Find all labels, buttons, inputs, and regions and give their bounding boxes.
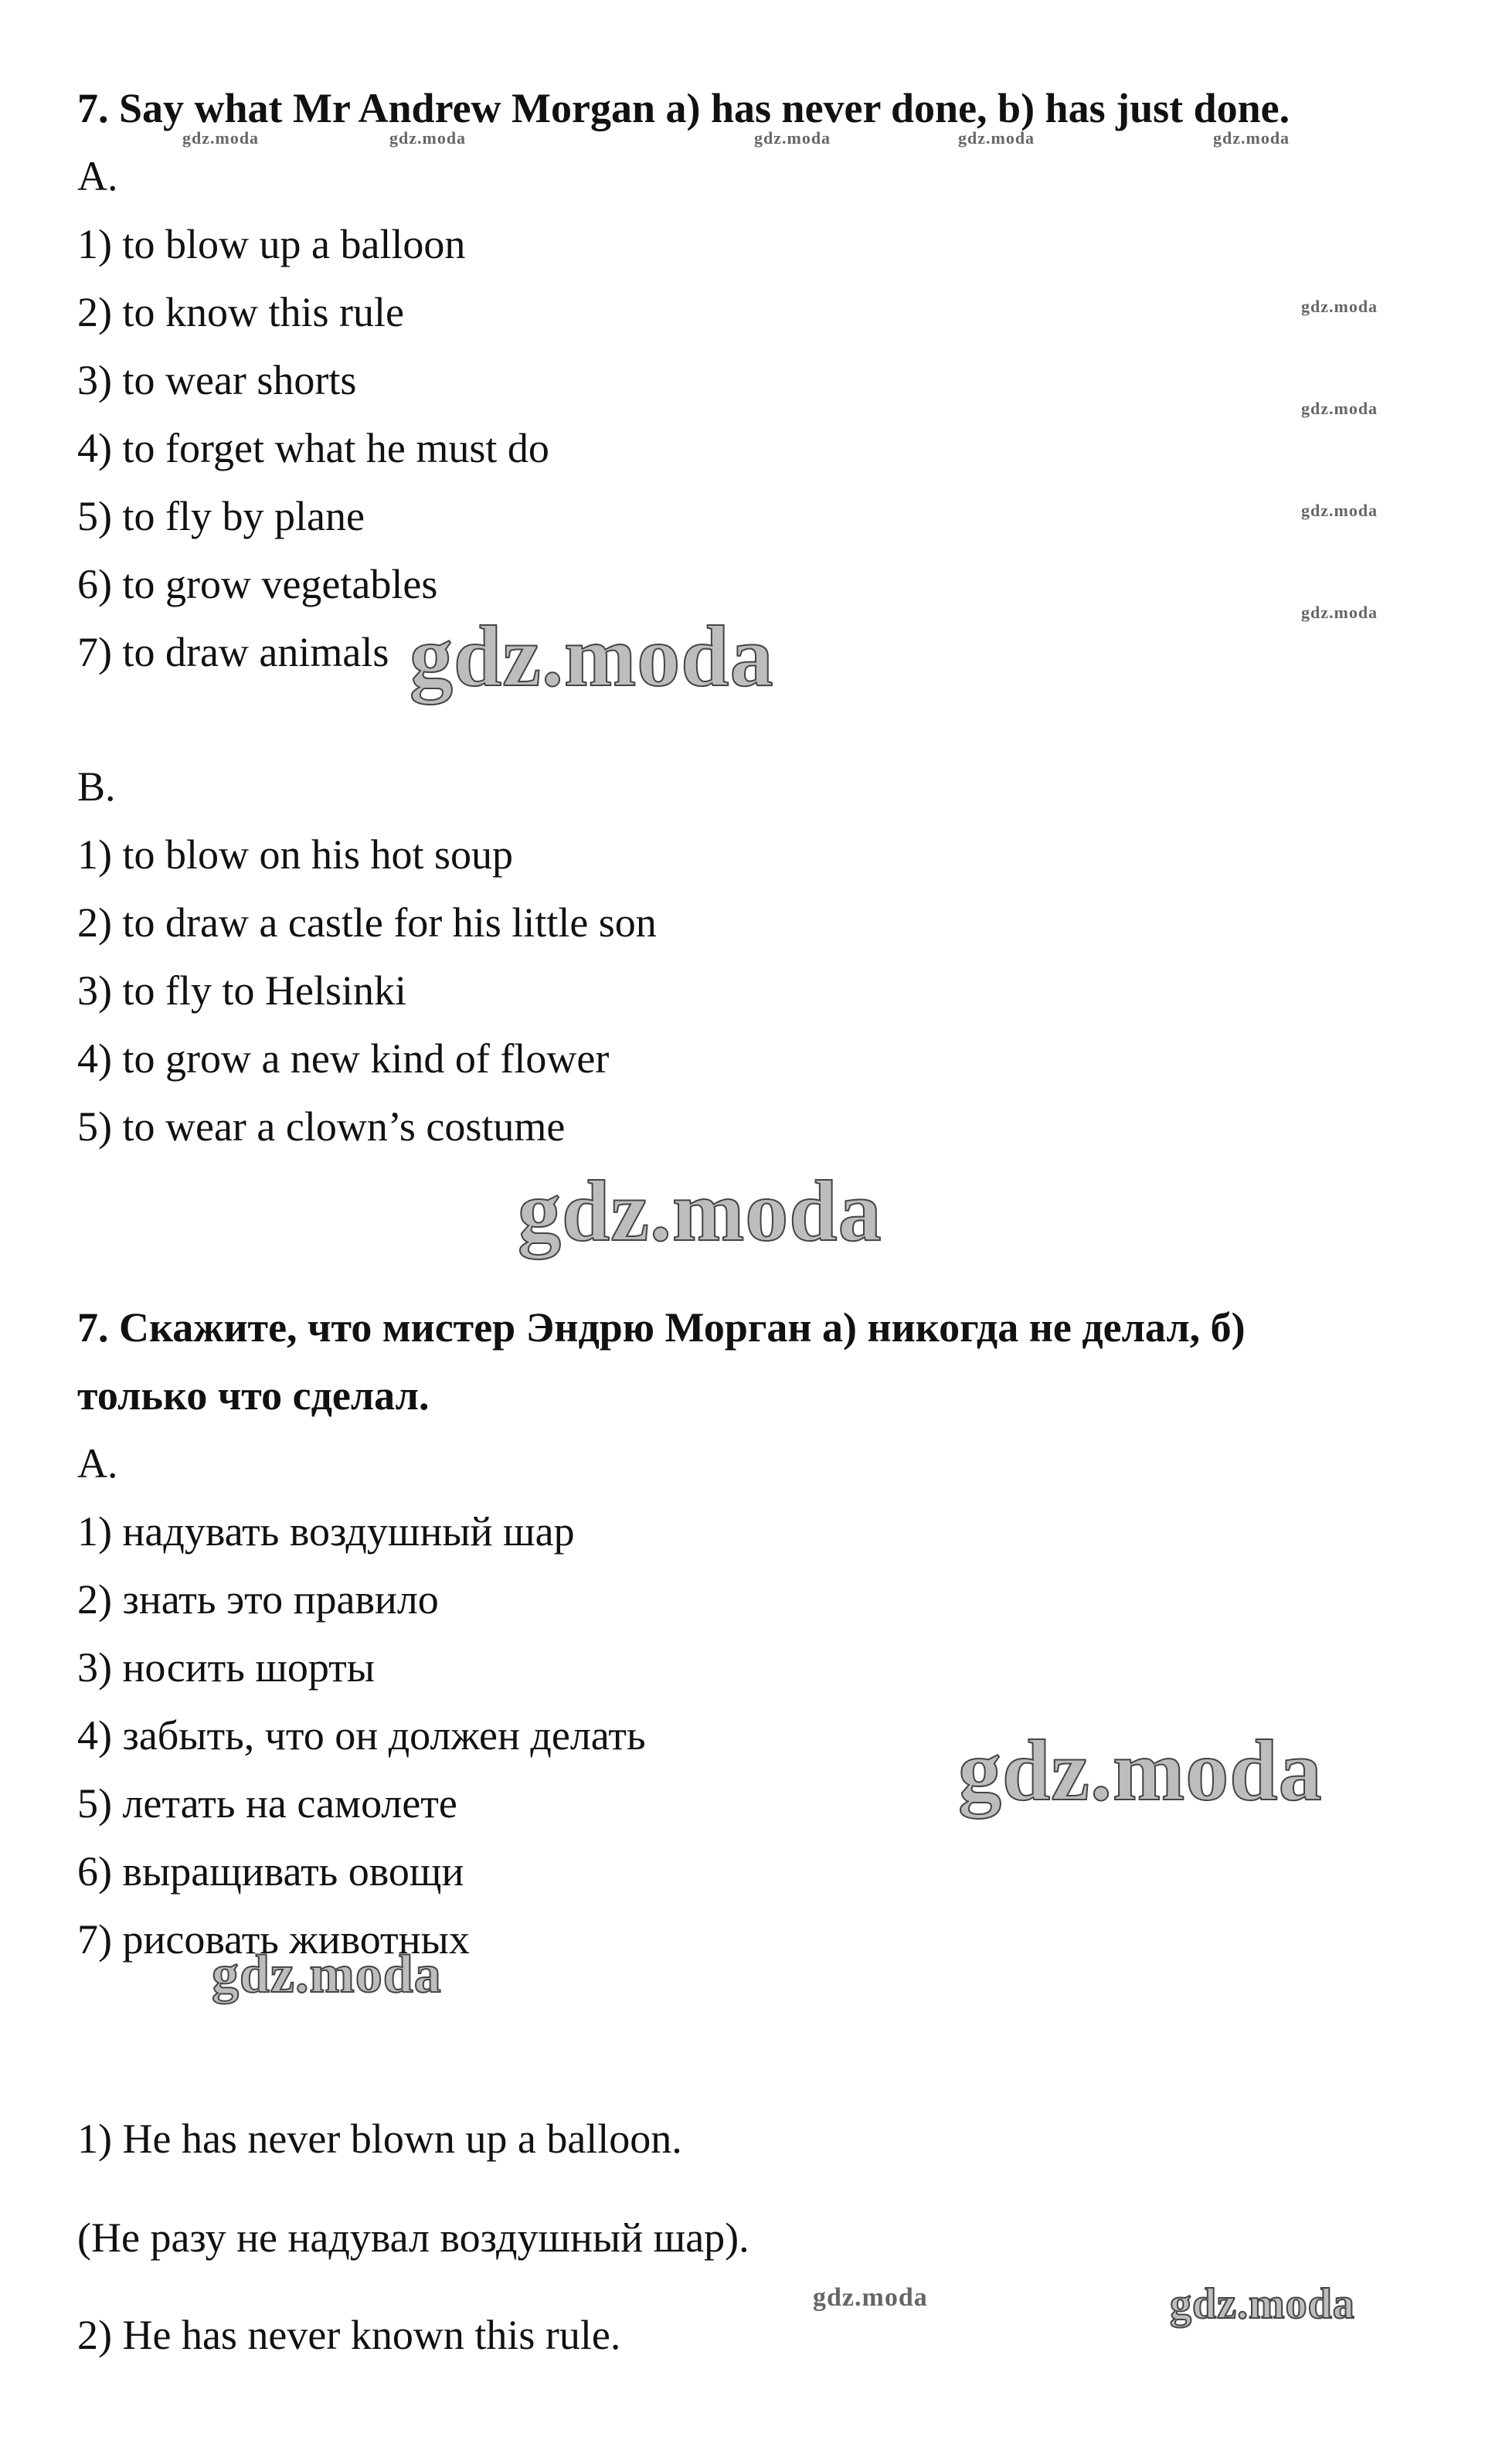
- watermark: gdz.moda: [958, 1723, 1323, 1819]
- watermark: gdz.moda: [389, 128, 467, 148]
- list-item: 5) летать на самолете: [77, 1780, 457, 1827]
- answer-line: 2) He has never known this rule.: [77, 2312, 621, 2358]
- watermark: gdz.moda: [1301, 297, 1378, 316]
- list-item: 4) to grow a new kind of flower: [77, 1035, 610, 1082]
- watermark: gdz.moda: [958, 128, 1035, 148]
- watermark: gdz.moda: [813, 2283, 928, 2312]
- section-a-label-ru: А.: [77, 1440, 118, 1487]
- list-item: 7) рисовать животных: [77, 1916, 470, 1963]
- watermark: gdz.moda: [1301, 399, 1378, 418]
- exercise-title-ru-line1: 7. Скажите, что мистер Эндрю Морган а) никогда не делал, б): [77, 1304, 1246, 1351]
- watermark: gdz.moda: [212, 1945, 442, 2004]
- list-item: 6) to grow vegetables: [77, 561, 438, 607]
- list-item: 4) забыть, что он должен делать: [77, 1712, 646, 1759]
- list-item: 3) to wear shorts: [77, 357, 357, 403]
- section-a-label-en: A.: [77, 153, 118, 199]
- list-item: 2) to draw a castle for his little son: [77, 899, 657, 946]
- watermark: gdz.moda: [1213, 128, 1290, 148]
- watermark: gdz.moda: [1170, 2280, 1355, 2328]
- watermark: gdz.moda: [1301, 603, 1378, 622]
- answer-line: (Не разу не надувал воздушный шар).: [77, 2214, 749, 2261]
- section-b-label-en: B.: [77, 763, 116, 810]
- watermark: gdz.moda: [754, 128, 831, 148]
- list-item: 1) надувать воздушный шар: [77, 1508, 575, 1555]
- watermark: gdz.moda: [518, 1164, 882, 1259]
- list-item: 3) носить шорты: [77, 1644, 376, 1691]
- list-item: 3) to fly to Helsinki: [77, 967, 406, 1014]
- watermark: gdz.moda: [410, 609, 774, 705]
- answer-line: 1) He has never blown up a balloon.: [77, 2116, 682, 2162]
- watermark: gdz.moda: [182, 128, 260, 148]
- list-item: 5) to fly by plane: [77, 493, 365, 539]
- exercise-title-en: 7. Say what Mr Andrew Morgan a) has never done, b) has just done.: [77, 85, 1290, 131]
- exercise-title-ru-line2: только что сделал.: [77, 1372, 430, 1419]
- list-item: 1) to blow on his hot soup: [77, 831, 514, 878]
- list-item: 2) to know this rule: [77, 289, 404, 335]
- list-item: 5) to wear a clown’s costume: [77, 1103, 566, 1150]
- watermark: gdz.moda: [1301, 501, 1378, 520]
- list-item: 1) to blow up a balloon: [77, 221, 466, 267]
- list-item: 4) to forget what he must do: [77, 425, 549, 471]
- list-item: 2) знать это правило: [77, 1576, 439, 1623]
- list-item: 7) to draw animals: [77, 629, 389, 675]
- list-item: 6) выращивать овощи: [77, 1848, 464, 1895]
